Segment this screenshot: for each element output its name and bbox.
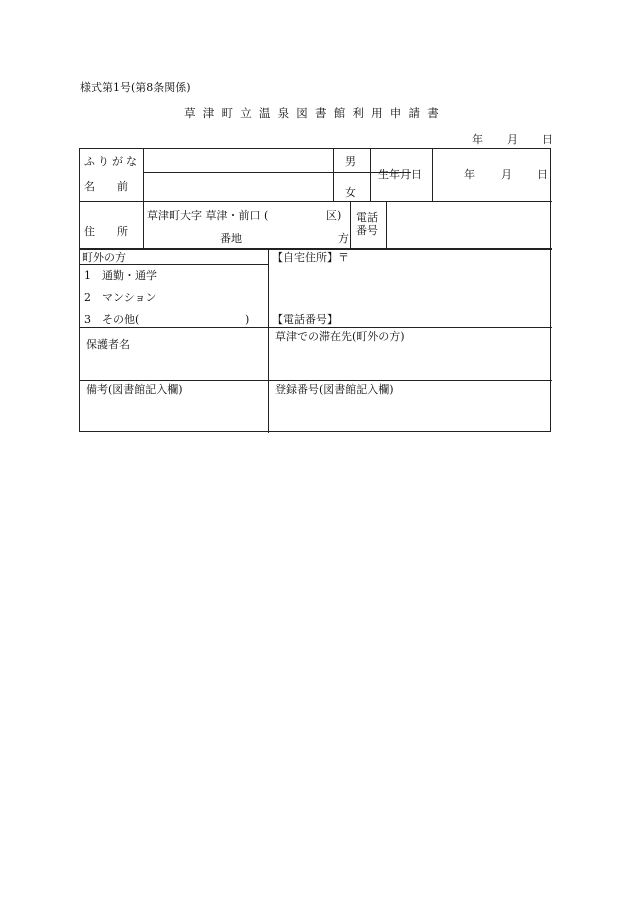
birth-label-divider [432, 149, 433, 201]
birthdate-label: 生年月日 [378, 168, 422, 181]
sex-male: 男 [345, 155, 356, 168]
phone-label-line2: 番号 [356, 224, 378, 237]
phone-label-divider [386, 201, 387, 248]
name-label: 名 前 [84, 180, 128, 193]
application-date-day: 日 [542, 133, 553, 146]
page-title: 草津町立温泉図書館利用申請書 [184, 106, 446, 120]
address-phone-divider [350, 201, 351, 248]
label-col-divider [143, 149, 144, 248]
sex-female: 女 [345, 186, 356, 199]
birth-day: 日 [537, 168, 548, 181]
home-address-label: 【自宅住所】〒 [272, 251, 349, 264]
birth-year: 年 [464, 168, 475, 181]
application-date-year: 年 [472, 133, 483, 146]
application-form-table [79, 148, 551, 432]
address-ward: 区) [326, 209, 342, 222]
form-number: 様式第1号(第8条関係) [80, 81, 191, 94]
outside-header-divider [80, 264, 268, 265]
remarks-label: 備考(図書館記入欄) [86, 383, 183, 396]
home-phone-label: 【電話番号】 [272, 313, 338, 326]
registration-number-label: 登録番号(図書館記入欄) [275, 383, 394, 396]
furigana-label: ふりがな [84, 155, 140, 168]
option-apartment: 2 マンション [84, 291, 157, 304]
address-prefix: 草津町大字 草津・前口 ( [147, 209, 269, 222]
option-other: 3 その他( [84, 313, 140, 326]
phone-label-line1: 電話 [356, 211, 378, 224]
address-care-of: 方 [338, 232, 349, 245]
outside-residents-label: 町外の方 [82, 251, 126, 264]
row-divider-1 [80, 201, 552, 202]
guardian-name-label: 保護者名 [86, 338, 130, 351]
option-commute: 1 通勤・通学 [84, 269, 157, 282]
row-divider-4 [80, 380, 552, 381]
birth-month: 月 [501, 168, 512, 181]
center-divider [268, 248, 269, 433]
address-label: 住 所 [84, 225, 128, 238]
row-divider-3 [80, 327, 552, 328]
stay-location-label: 草津での滞在先(町外の方) [275, 330, 405, 343]
name-sex-divider [333, 149, 334, 201]
address-lot: 番地 [220, 232, 242, 245]
option-other-close: ) [245, 313, 250, 326]
row-divider-2 [80, 248, 552, 250]
application-date-month: 月 [507, 133, 518, 146]
sex-birth-divider [370, 149, 371, 201]
